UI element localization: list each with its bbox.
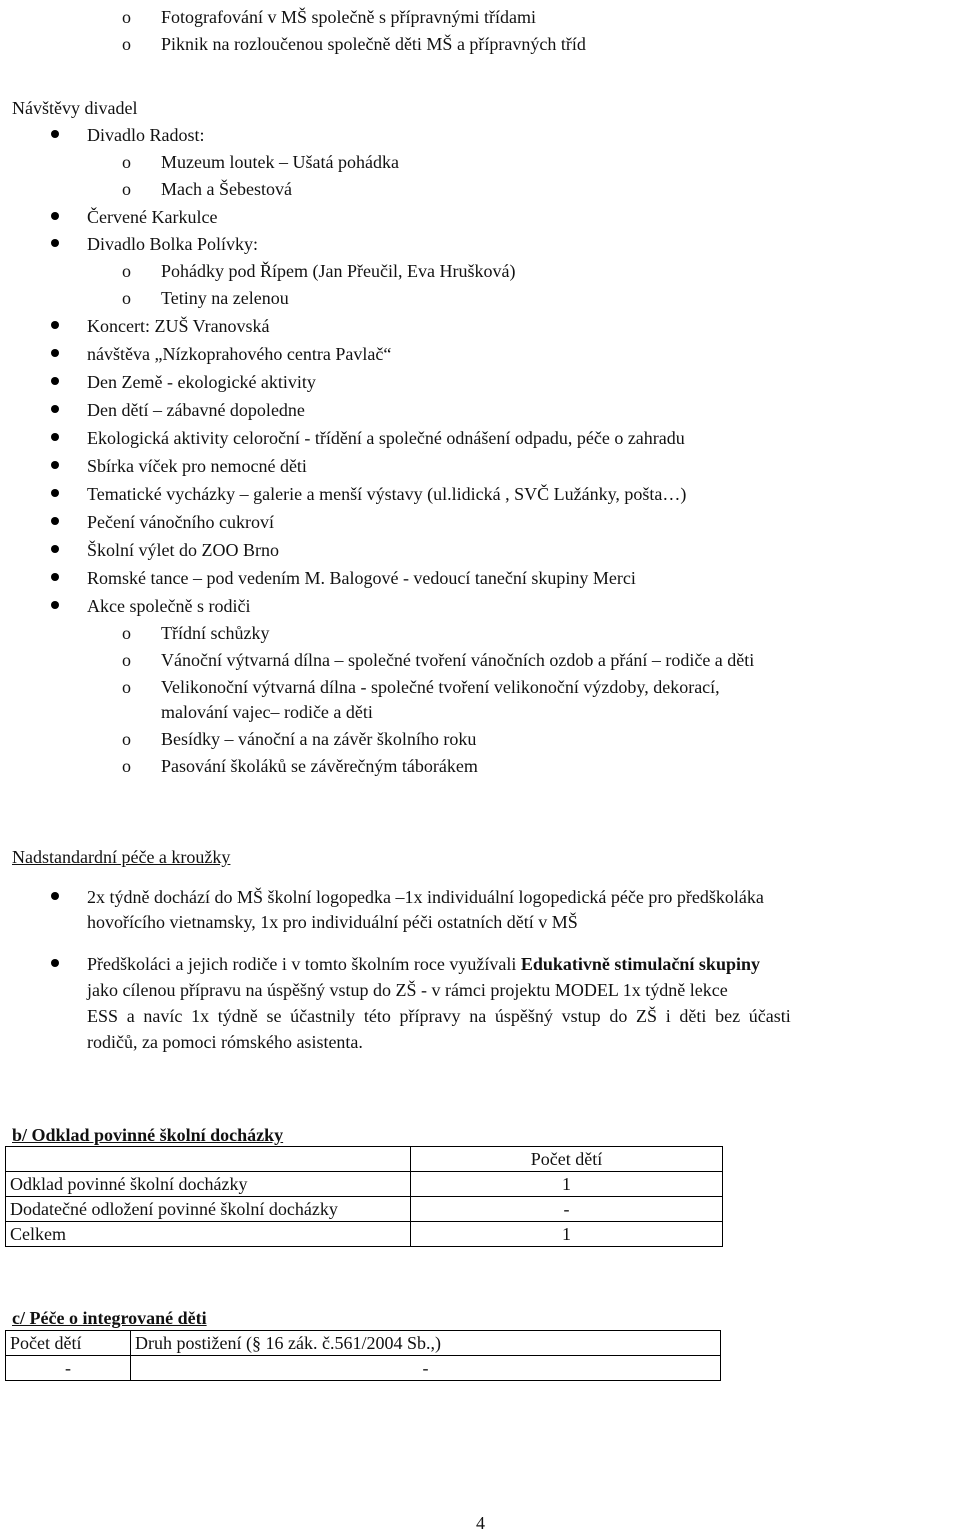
list-marker: o bbox=[122, 677, 131, 697]
bullet-icon bbox=[51, 349, 59, 357]
list-item: Velikonoční výtvarná dílna - společné tvoření velikonoční výzdoby, dekorací, bbox=[161, 677, 720, 697]
paragraph-line: rodičů, za pomoci rómského asistenta. bbox=[87, 1032, 363, 1052]
list-marker: o bbox=[122, 650, 131, 670]
bullet-icon bbox=[51, 892, 59, 900]
bold-term: Edukativně stimulační skupiny bbox=[520, 954, 760, 974]
list-item: Školní výlet do ZOO Brno bbox=[87, 540, 279, 560]
table-row bbox=[6, 1197, 723, 1222]
list-item: Muzeum loutek – Ušatá pohádka bbox=[161, 152, 399, 172]
list-item: návštěva „Nízkoprahového centra Pavlač“ bbox=[87, 344, 392, 364]
list-item: Červené Karkulce bbox=[87, 207, 218, 227]
list-item: Sbírka víček pro nemocné děti bbox=[87, 456, 307, 476]
bullet-icon bbox=[51, 321, 59, 329]
list-item: Romské tance – pod vedením M. Balogové - vedoucí taneční skupiny Merci bbox=[87, 568, 636, 588]
list-marker: o bbox=[122, 179, 131, 199]
list-item: Pasování školáků se závěrečným táborákem bbox=[161, 756, 478, 776]
list-marker: o bbox=[122, 152, 131, 172]
list-item: Divadlo Radost: bbox=[87, 125, 205, 145]
page-number: 4 bbox=[476, 1513, 485, 1533]
bullet-icon bbox=[51, 573, 59, 581]
table-header-row bbox=[6, 1331, 721, 1356]
table-header-cell: Počet dětí bbox=[411, 1147, 723, 1172]
deferral-table bbox=[5, 1146, 723, 1247]
list-item: Vánoční výtvarná dílna – společné tvoření vánočních ozdob a přání – rodiče a děti bbox=[161, 650, 755, 670]
paragraph-line: jako cílenou přípravu na úspěšný vstup do ZŠ - v rámci projektu MODEL 1x týdně lekce bbox=[87, 980, 728, 1000]
table-cell: - bbox=[411, 1197, 723, 1222]
list-item: Den Země - ekologické aktivity bbox=[87, 372, 316, 392]
paragraph-line: ESS a navíc 1x týdně se účastnily této přípravy na úspěšný vstup do ZŠ i děti bez účasti bbox=[87, 1006, 791, 1026]
table-cell: Celkem bbox=[6, 1222, 411, 1247]
paragraph-line: 2x týdně dochází do MŠ školní logopedka –1x individuální logopedická péče pro předškoláka bbox=[87, 887, 764, 907]
list-item: Besídky – vánoční a na závěr školního roku bbox=[161, 729, 477, 749]
paragraph-line: hovořícího vietnamsky, 1x pro individuální péči ostatních dětí v MŠ bbox=[87, 912, 578, 932]
bullet-icon bbox=[51, 461, 59, 469]
bullet-icon bbox=[51, 601, 59, 609]
list-marker: o bbox=[122, 623, 131, 643]
list-item: Tematické vycházky – galerie a menší výstavy (ul.lidická , SVČ Lužánky, pošta…) bbox=[87, 484, 687, 504]
bullet-icon bbox=[51, 433, 59, 441]
table-row bbox=[6, 1222, 723, 1247]
bullet-icon bbox=[51, 489, 59, 497]
table-cell: - bbox=[131, 1356, 721, 1381]
list-item: Ekologická aktivity celoroční - třídění a společné odnášení odpadu, péče o zahradu bbox=[87, 428, 685, 448]
section-heading: Návštěvy divadel bbox=[12, 98, 138, 118]
bullet-icon bbox=[51, 405, 59, 413]
bullet-icon bbox=[51, 959, 59, 967]
integration-table bbox=[5, 1330, 721, 1381]
list-marker: o bbox=[122, 261, 131, 281]
table-row bbox=[6, 1172, 723, 1197]
bullet-icon bbox=[51, 377, 59, 385]
table-cell: 1 bbox=[411, 1172, 723, 1197]
list-item: Pečení vánočního cukroví bbox=[87, 512, 274, 532]
table-header-cell: Druh postižení (§ 16 zák. č.561/2004 Sb.,) bbox=[131, 1331, 721, 1356]
list-item: Fotografování v MŠ společně s přípravnými třídami bbox=[161, 7, 536, 27]
paragraph-line bbox=[87, 953, 760, 975]
table-cell: - bbox=[6, 1356, 131, 1381]
section-heading: b/ Odklad povinné školní docházky bbox=[12, 1125, 284, 1145]
list-item: Tetiny na zelenou bbox=[161, 288, 289, 308]
table-cell: Odklad povinné školní docházky bbox=[6, 1172, 411, 1197]
list-item: Akce společně s rodiči bbox=[87, 596, 251, 616]
section-heading: Nadstandardní péče a kroužky bbox=[12, 847, 231, 867]
list-marker: o bbox=[122, 7, 131, 27]
table-cell: 1 bbox=[411, 1222, 723, 1247]
list-item: Třídní schůzky bbox=[161, 623, 270, 643]
list-marker: o bbox=[122, 34, 131, 54]
bullet-icon bbox=[51, 239, 59, 247]
table-cell bbox=[6, 1147, 411, 1172]
table-header-cell: Počet dětí bbox=[6, 1331, 131, 1356]
section-heading: c/ Péče o integrované děti bbox=[12, 1308, 207, 1328]
bullet-icon bbox=[51, 517, 59, 525]
paragraph-text: Předškoláci a jejich rodiče i v tomto školním roce využívali bbox=[87, 954, 521, 974]
bullet-icon bbox=[51, 212, 59, 220]
list-marker: o bbox=[122, 288, 131, 308]
list-marker: o bbox=[122, 729, 131, 749]
list-item-continuation: malování vajec– rodiče a děti bbox=[161, 702, 373, 722]
bullet-icon bbox=[51, 545, 59, 553]
list-item: Piknik na rozloučenou společně děti MŠ a přípravných tříd bbox=[161, 34, 586, 54]
list-item: Pohádky pod Řípem (Jan Přeučil, Eva Hrušková) bbox=[161, 261, 516, 281]
table-cell: Dodatečné odložení povinné školní docházky bbox=[6, 1197, 411, 1222]
table-header-row bbox=[6, 1147, 723, 1172]
bullet-icon bbox=[51, 130, 59, 138]
list-item: Den dětí – zábavné dopoledne bbox=[87, 400, 305, 420]
list-item: Mach a Šebestová bbox=[161, 179, 292, 199]
table-row bbox=[6, 1356, 721, 1381]
list-item: Divadlo Bolka Polívky: bbox=[87, 234, 258, 254]
list-marker: o bbox=[122, 756, 131, 776]
list-item: Koncert: ZUŠ Vranovská bbox=[87, 316, 270, 336]
